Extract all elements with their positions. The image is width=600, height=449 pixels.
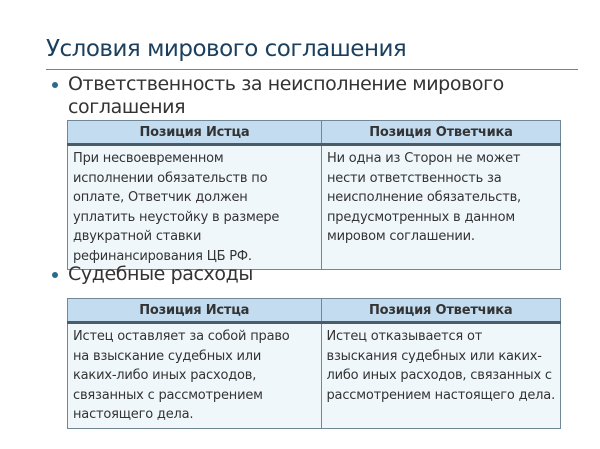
cell-line: каких-либо иных расходов,: [73, 368, 257, 383]
court-costs-table: [67, 298, 561, 429]
cell-line: взыскания судебных или каких-: [326, 348, 542, 364]
cell-line: предусмотренных в данном: [327, 209, 515, 225]
cell-line: нести ответственность за: [327, 170, 502, 186]
cell-line: При несвоевременном: [73, 151, 224, 166]
cell-line: исполнении обязательств по: [73, 170, 268, 186]
bullet-liability: [52, 73, 504, 119]
bullet-court-costs: [52, 263, 253, 286]
cell-line: двукратной ставки: [73, 229, 202, 244]
header-plaintiff: Позиция Истца: [68, 299, 322, 323]
cell-line: на взыскание судебных или: [73, 348, 262, 364]
header-defendant: Позиция Ответчика: [321, 299, 561, 323]
title-divider: [46, 69, 578, 70]
header-defendant: Позиция Ответчика: [322, 121, 561, 145]
cell-plaintiff: [68, 145, 322, 270]
slide-title: Условия мирового соглашения: [46, 36, 407, 62]
cell-line: Истец оставляет за собой право: [73, 329, 290, 344]
bullet-icon: [52, 272, 58, 278]
header-plaintiff: Позиция Истца: [68, 121, 322, 145]
bullet-text: Ответственность за неисполнение мирового: [68, 73, 504, 95]
cell-line: связанных с рассмотрением: [73, 387, 263, 403]
cell-defendant: [322, 145, 561, 270]
bullet-text: соглашения: [68, 96, 186, 118]
cell-line: либо иных расходов, связанных с: [326, 368, 552, 383]
cell-line: Ни одна из Сторон не может: [327, 151, 521, 166]
bullet-text: Судебные расходы: [68, 263, 253, 285]
liability-table: [67, 120, 561, 270]
cell-line: настоящего дела.: [73, 407, 194, 422]
cell-line: рассмотрением настоящего дела.: [326, 387, 555, 403]
cell-line: неисполнение обязательств,: [327, 190, 521, 205]
cell-line: уплатить неустойку в размере: [73, 209, 280, 225]
cell-line: мировом соглашении.: [327, 229, 475, 244]
cell-plaintiff: [68, 323, 322, 429]
bullet-icon: [52, 82, 58, 88]
cell-defendant: [321, 323, 561, 429]
cell-line: Истец отказывается от: [326, 329, 483, 344]
cell-line: оплате, Ответчик должен: [73, 190, 248, 205]
cell-line: рефинансирования ЦБ РФ.: [73, 248, 252, 264]
